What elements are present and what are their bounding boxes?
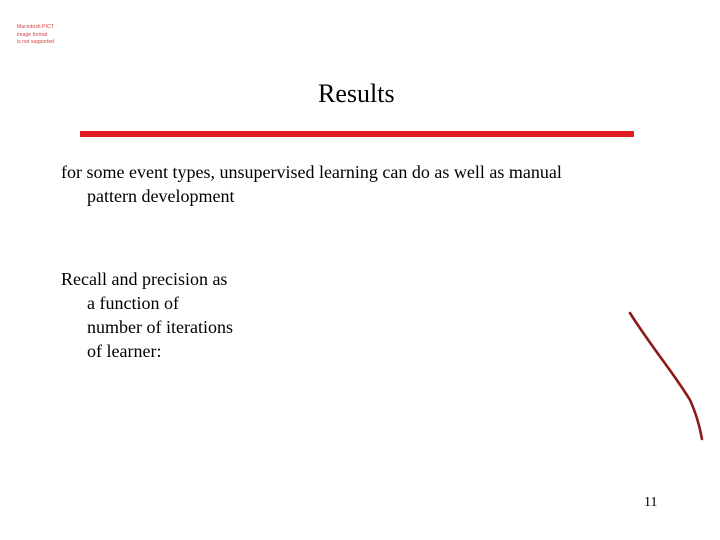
paragraph-line: for some event types, unsupervised learning can do as well as manual [61,162,562,182]
paragraph-line: of learner: [87,341,162,361]
paragraph-line: Recall and precision as [61,269,228,289]
paragraph-line: a function of [87,293,179,313]
slide-title: Results [318,79,395,108]
placeholder-line: image format [17,31,48,38]
placeholder-line: is not supported [17,39,55,45]
paragraph-line: pattern development [87,186,235,206]
paragraph-line: number of iterations [87,317,233,337]
curve-line [630,313,702,439]
page-number: 11 [644,495,658,510]
placeholder-line: Macintosh PICT [17,24,54,30]
